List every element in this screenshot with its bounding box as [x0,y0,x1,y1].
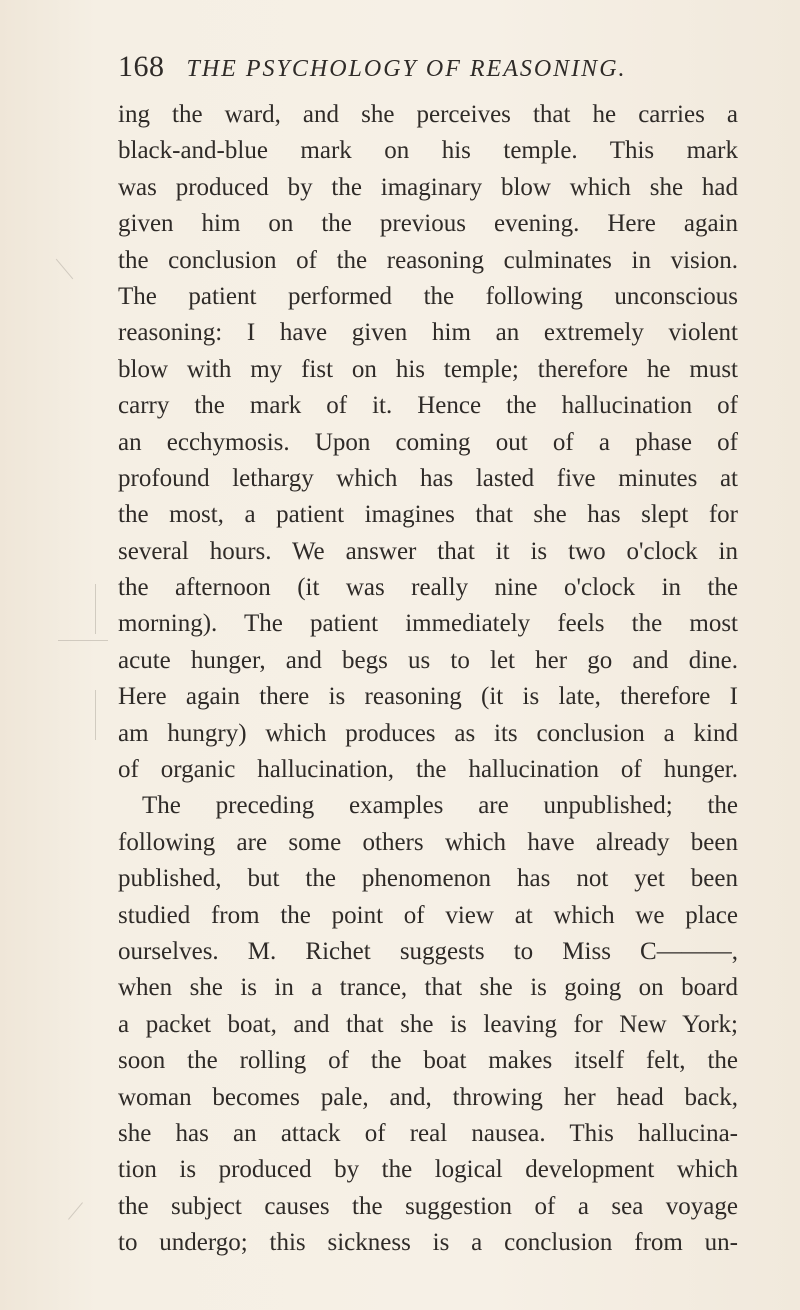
text-line: following are some others which have already been [118,828,738,856]
text-line: the afternoon (it was really nine o'clock in the [118,574,738,602]
text-line: studied from the point of view at which we place [118,901,738,929]
text-line: soon the rolling of the boat makes itself felt, the [118,1047,738,1075]
page-header [118,50,718,90]
text-line: acute hunger, and begs us to let her go and dine. [118,646,738,674]
margin-mark [95,690,96,740]
text-line: The preceding examples are unpublished; the [142,792,738,820]
margin-mark [95,584,96,634]
text-line: an ecchymosis. Upon coming out of a phase of [118,428,738,456]
text-line: several hours. We answer that it is two o'clock in [118,537,738,565]
text-line: when she is in a trance, that she is going on board [118,974,738,1002]
text-line: reasoning: I have given him an extremely violent [118,319,738,347]
text-line: the subject causes the suggestion of a sea voyage [118,1192,738,1220]
text-line: am hungry) which produces as its conclusion a kind [118,719,738,747]
text-line: woman becomes pale, and, throwing her head back, [118,1083,738,1111]
text-line: tion is produced by the logical development which [118,1156,738,1184]
margin-mark [68,1202,83,1219]
text-line: given him on the previous evening. Here again [118,210,738,238]
text-line: she has an attack of real nausea. This hallucina- [118,1119,738,1147]
running-head: THE PSYCHOLOGY OF REASONING. [186,56,627,82]
text-line: the conclusion of the reasoning culminates in vision. [118,246,738,274]
text-line: to undergo; this sickness is a conclusion from un- [118,1229,738,1257]
text-line: published, but the phenomenon has not yet been [118,865,738,893]
text-line: ourselves. M. Richet suggests to Miss C———, [118,937,738,965]
text-line: profound lethargy which has lasted five minutes at [118,464,738,492]
text-line: the most, a patient imagines that she has slept for [118,501,738,529]
text-line: The patient performed the following unconscious [118,282,738,310]
text-line: Here again there is reasoning (it is late, therefore I [118,683,738,711]
text-line: of organic hallucination, the hallucination of hunger. [118,756,738,784]
page-number: 168 [118,50,165,83]
text-line: carry the mark of it. Hence the hallucination of [118,392,738,420]
text-line: blow with my fist on his temple; therefore he must [118,355,738,383]
text-line: a packet boat, and that she is leaving for New York; [118,1010,738,1038]
text-line: morning). The patient immediately feels the most [118,610,738,638]
text-line: black-and-blue mark on his temple. This mark [118,137,738,165]
text-line: ing the ward, and she perceives that he carries a [118,101,738,128]
body-text [118,97,738,1262]
margin-mark [56,259,73,280]
text-line: was produced by the imaginary blow which she had [118,173,738,201]
margin-mark [58,640,108,641]
